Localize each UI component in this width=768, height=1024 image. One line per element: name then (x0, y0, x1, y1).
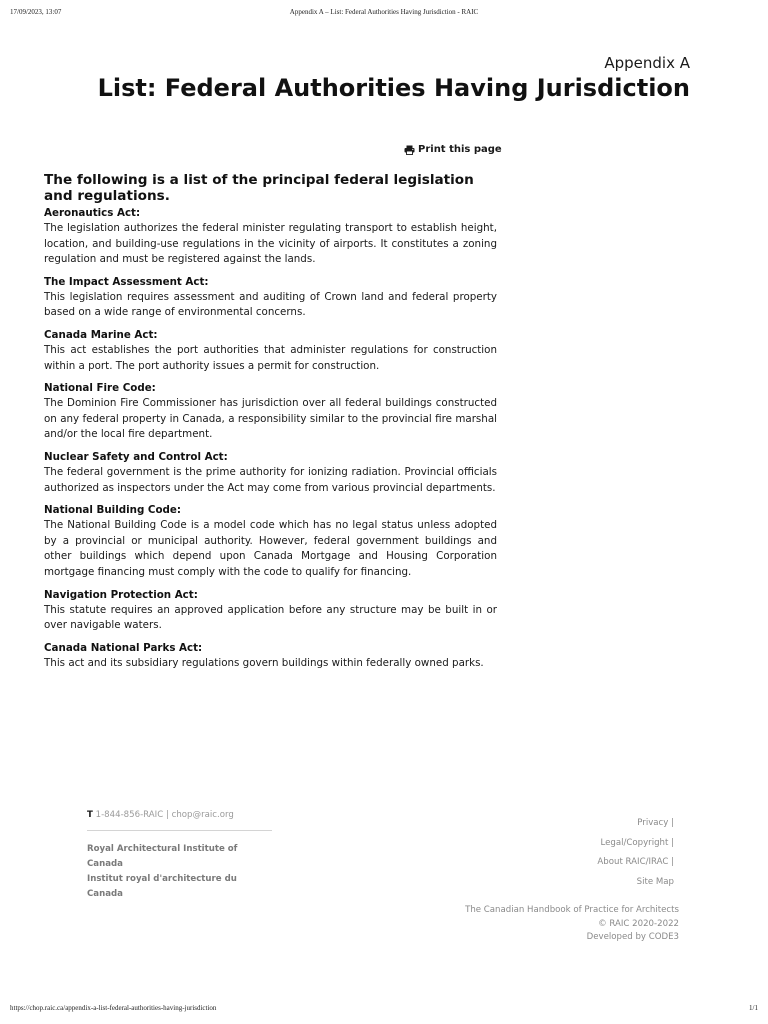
print-url: https://chop.raic.ca/appendix-a-list-federal-authorities-having-jurisdiction (10, 1004, 217, 1012)
phone-link[interactable]: 1-844-856-RAIC (95, 810, 164, 820)
main-content (44, 172, 497, 678)
section-body: The Dominion Fire Commissioner has jurisdiction over all federal buildings constructed on any federal property in Canada, a responsibility similar to the provincial fire marshal and/or the local fire department. (44, 397, 497, 441)
section-impact-assessment-act (44, 275, 497, 321)
section-body: This act establishes the port authorities that administer regulations for construction within a port. The port authority issues a permit for construction. (44, 343, 497, 372)
section-title: The Impact Assessment Act: (44, 275, 209, 288)
print-page-label: Print this page (418, 144, 502, 155)
appendix-label: Appendix A (604, 54, 690, 72)
section-navigation-protection-act (44, 588, 497, 634)
section-title: Nuclear Safety and Control Act: (44, 450, 228, 463)
section-body: This statute requires an approved application before any structure may be built in or over navigable waters. (44, 603, 497, 632)
section-aeronautics-act (44, 206, 497, 268)
contact-separator: | (165, 810, 169, 820)
print-timestamp: 17/09/2023, 13:07 (10, 8, 62, 16)
section-title: Canada Marine Act: (44, 328, 158, 341)
org-name-fr: Institut royal d'architecture du Canada (87, 874, 237, 899)
footer-links (597, 814, 674, 892)
section-body: The federal government is the prime authority for ionizing radiation. Provincial officials authorized as inspectors under the Act may come from various provincial departments. (44, 465, 497, 494)
section-national-parks-act (44, 641, 497, 672)
legal-copyright-link[interactable]: Legal/Copyright | (600, 837, 674, 848)
site-map-link[interactable]: Site Map (636, 876, 674, 887)
intro-heading: The following is a list of the principal federal legislation and regulations. (44, 172, 474, 204)
developer-credit[interactable]: Developed by CODE3 (586, 932, 679, 942)
footer-contact-block (87, 810, 272, 902)
privacy-link[interactable]: Privacy | (637, 818, 674, 828)
print-page-number: 1/1 (749, 1004, 758, 1012)
contact-line (87, 810, 272, 820)
section-nuclear-safety-act (44, 450, 497, 496)
section-title: Aeronautics Act: (44, 207, 141, 219)
section-title: Navigation Protection Act: (44, 588, 198, 601)
section-canada-marine-act (44, 328, 497, 374)
section-body: The legislation authorizes the federal minister regulating transport to establish height, location, and building-use regulations in the vicinity of airports. It constitutes a zoning regulation and must be registered against the lands. (44, 222, 497, 266)
section-title: Canada National Parks Act: (44, 641, 203, 654)
org-name-en: Royal Architectural Institute of Canada (87, 844, 238, 869)
section-national-building-code (44, 503, 497, 580)
section-body: This legislation requires assessment and auditing of Crown land and federal property based on a wide range of environmental concerns. (44, 290, 497, 319)
section-body: The National Building Code is a model code which has no legal status unless adopted by a provincial or municipal authority. However, federal government buildings and other buildings which depend upon Canada Mortgage and Housing Corporation mortgage financing must comply with the code to qualify for financing. (44, 519, 497, 578)
page-title: List: Federal Authorities Having Jurisdiction (97, 74, 690, 102)
section-title: National Fire Code: (44, 382, 156, 395)
about-raic-link[interactable]: About RAIC/IRAC | (597, 857, 674, 867)
printer-icon (404, 145, 415, 155)
footer-divider (87, 830, 272, 831)
section-title: National Building Code: (44, 504, 182, 517)
print-page-button[interactable] (404, 144, 502, 155)
section-national-fire-code (44, 381, 497, 443)
handbook-credit: The Canadian Handbook of Practice for Architects (465, 905, 679, 915)
phone-prefix: T (87, 810, 93, 820)
footer-credits (465, 904, 679, 945)
email-link[interactable]: chop@raic.org (171, 810, 234, 820)
print-page-title: Appendix A – List: Federal Authorities Having Jurisdiction - RAIC (289, 8, 479, 16)
copyright-credit: © RAIC 2020-2022 (598, 918, 679, 929)
section-body: This act and its subsidiary regulations govern buildings within federally owned parks. (44, 656, 484, 669)
